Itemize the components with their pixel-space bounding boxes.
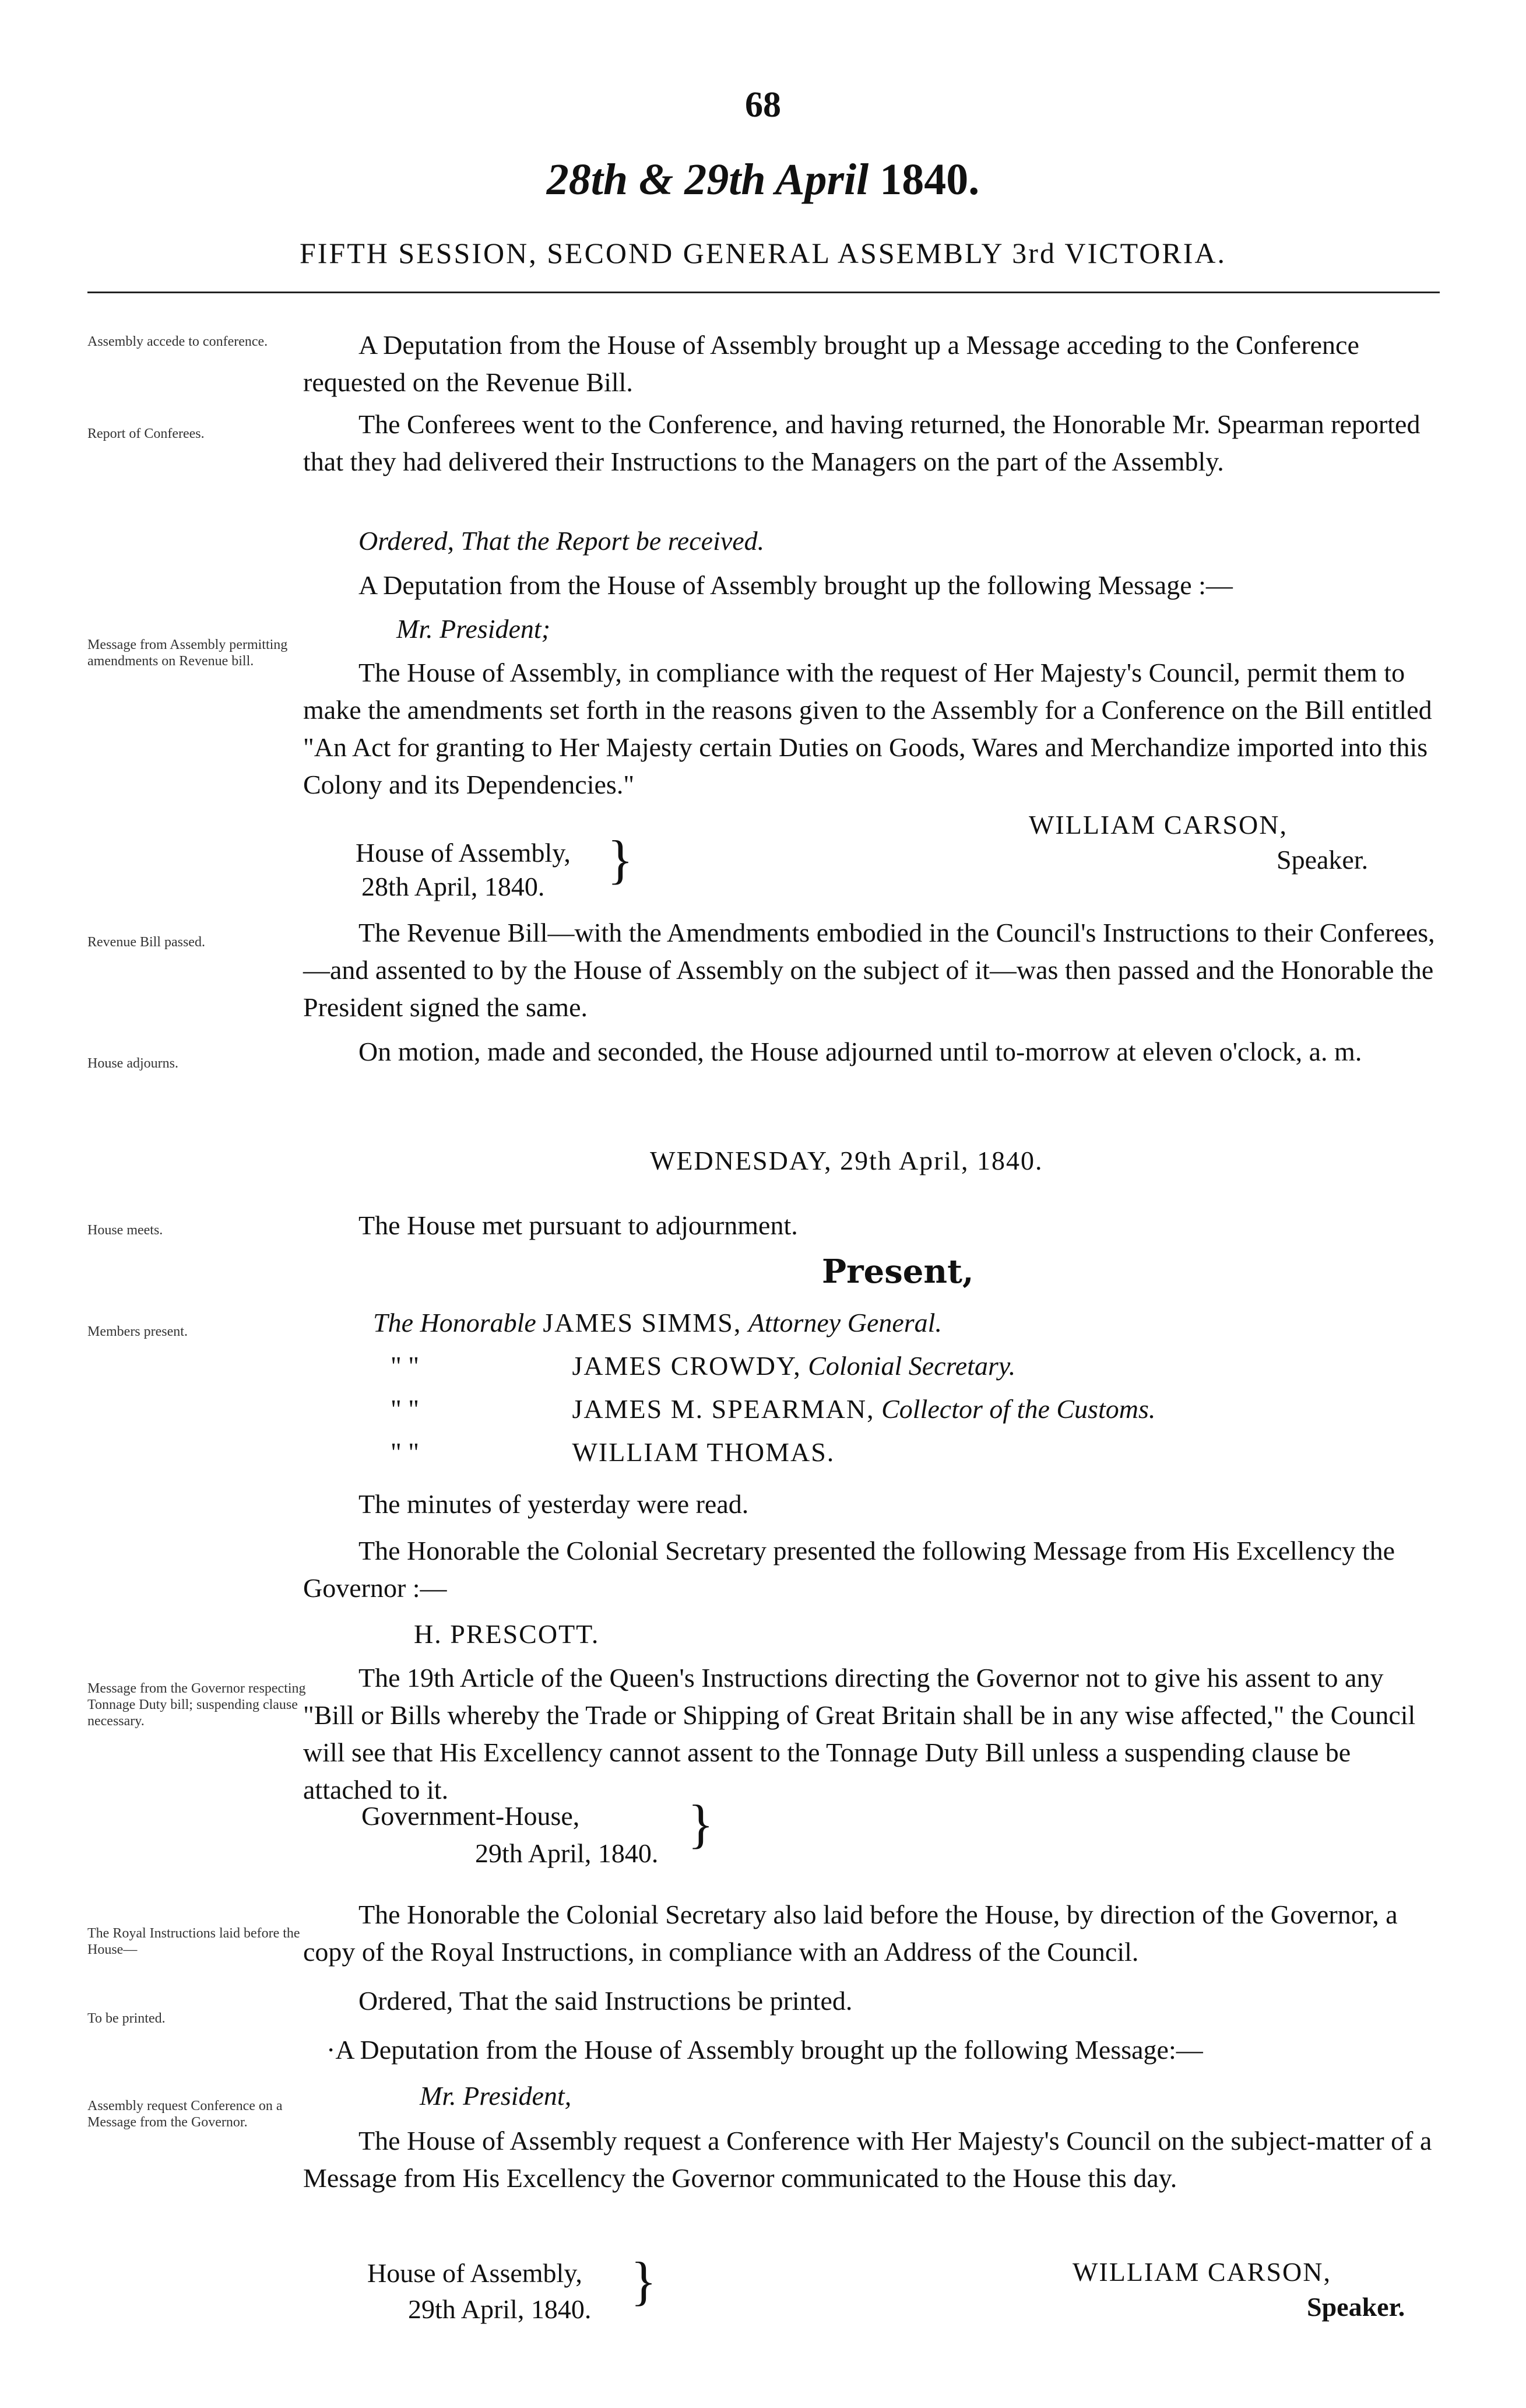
day-heading: WEDNESDAY, 29th April, 1840. <box>650 1146 1043 1175</box>
margin-note-house-adjourns: House adjourns. <box>87 1056 178 1071</box>
margin-note-governor-message: Message from the Governor respecting Tonnage Duty bill; suspending clause necessary. <box>87 1681 306 1729</box>
paragraph-deputation-conference: ·A Deputation from the House of Assembly brought up the following Message:— <box>326 2035 1203 2065</box>
margin-note-members-present: Members present. <box>87 1324 188 1339</box>
margin-note-house-meets: House meets. <box>87 1223 163 1238</box>
signature-title-1: Speaker. <box>1277 845 1369 875</box>
paragraph-colonial-secretary-message: The Honorable the Colonial Secretary presented the following Message from His Excellency the Governor :— <box>303 1536 1395 1603</box>
date-heading <box>0 155 1526 205</box>
signature-date-2: 29th April, 1840. <box>408 2294 592 2324</box>
paragraph-royal-instructions: The Honorable the Colonial Secretary also laid before the House, by direction of the Governor, a copy of the Royal Instructions, in compliance with an Address of the Council. <box>303 1900 1398 1967</box>
margin-note-assembly-accede: Assembly accede to conference. <box>87 334 268 349</box>
brace-3: } <box>631 2251 657 2311</box>
margin-note-revenue-bill-passed: Revenue Bill passed. <box>87 935 205 950</box>
brace-2: } <box>688 1794 714 1854</box>
paragraph-conferees-report: The Conferees went to the Conference, and having returned, the Honorable Mr. Spearman reported that they had delivered their Instructions to the Managers on the part of the Assembly. <box>303 409 1420 476</box>
paragraph-request-conference: The House of Assembly request a Conference with Her Majesty's Council on the subject-matter of a Message from His Excellency the Governor communicated to the House this day. <box>303 2126 1432 2193</box>
member-row-crowdy: " " JAMES CROWDY, Colonial Secretary. <box>391 1351 1016 1381</box>
paragraph-ordered-report: Ordered, That the Report be received. <box>358 526 765 556</box>
paragraph-ordered-printed: Ordered, That the said Instructions be printed. <box>358 1986 853 2016</box>
signature-name-2: WILLIAM CARSON, <box>1073 2257 1331 2287</box>
paragraph-house-met: The House met pursuant to adjournment. <box>358 1210 798 1240</box>
date-days: 28th & 29th April <box>546 155 869 204</box>
member-row-simms: The Honorable JAMES SIMMS, Attorney General. <box>373 1308 942 1338</box>
government-house-date: 29th April, 1840. <box>475 1838 659 1868</box>
salutation-president-2: Mr. President, <box>420 2081 572 2111</box>
session-title: FIFTH SESSION, SECOND GENERAL ASSEMBLY 3rd VICTORIA. <box>299 237 1227 269</box>
signature-title-2: Speaker. <box>1307 2292 1405 2322</box>
governor-name: H. PRESCOTT. <box>414 1619 600 1649</box>
member-row-spearman: " " JAMES M. SPEARMAN, Collector of the Customs. <box>391 1394 1156 1424</box>
margin-note-message-assembly: Message from Assembly permitting amendments on Revenue bill. <box>87 637 288 669</box>
brace-1: } <box>607 830 634 889</box>
paragraph-assembly-permit: The House of Assembly, in compliance with the request of Her Majesty's Council, permit them to make the amendments set forth in the reasons given to the Assembly for a Conference on the Bill entitled "An Act for granting to Her Majesty certain Duties on Goods, Wares and Merchandize imported into this Colony and its Dependencies." <box>303 658 1432 799</box>
present-heading: Present, <box>822 1252 974 1291</box>
member-row-thomas: " " WILLIAM THOMAS. <box>391 1437 835 1467</box>
margin-note-to-be-printed: To be printed. <box>87 2011 166 2026</box>
paragraph-deputation-message: A Deputation from the House of Assembly brought up the following Message :— <box>358 570 1233 600</box>
signature-place-1: House of Assembly, <box>356 838 571 868</box>
paragraph-revenue-passed: The Revenue Bill—with the Amendments embodied in the Council's Instructions to their Conferees,—and assented to by the House of Assembly on the subject of it—was then passed and the Honorable the President signed the same. <box>303 918 1435 1022</box>
margin-note-royal-instructions: The Royal Instructions laid before the House— <box>87 1926 300 1957</box>
signature-date-1: 28th April, 1840. <box>361 872 545 901</box>
signature-name-1: WILLIAM CARSON, <box>1029 810 1288 840</box>
paragraph-queens-instructions: The 19th Article of the Queen's Instructions directing the Governor not to give his assent to any "Bill or Bills whereby the Trade or Shipping of Great Britain shall be in any wise affected," the Council will see that His Excellency cannot assent to the Tonnage Duty Bill unless a suspending clause be attached to it. <box>303 1663 1416 1805</box>
header-rule <box>87 292 1440 293</box>
margin-note-report-conferees: Report of Conferees. <box>87 426 205 441</box>
signature-place-2: House of Assembly, <box>367 2258 582 2288</box>
date-year: 1840. <box>880 155 980 204</box>
salutation-president-1: Mr. President; <box>396 614 551 644</box>
government-house-place: Government-House, <box>361 1801 580 1831</box>
paragraph-adjourned: On motion, made and seconded, the House adjourned until to-morrow at eleven o'clock, a. m. <box>358 1037 1362 1066</box>
page-number: 68 <box>745 85 781 125</box>
paragraph-minutes-read: The minutes of yesterday were read. <box>358 1489 749 1519</box>
paragraph-deputation-accede: A Deputation from the House of Assembly brought up a Message acceding to the Conference requested on the Revenue Bill. <box>303 330 1359 397</box>
margin-note-assembly-request: Assembly request Conference on a Message from the Governor. <box>87 2098 283 2130</box>
